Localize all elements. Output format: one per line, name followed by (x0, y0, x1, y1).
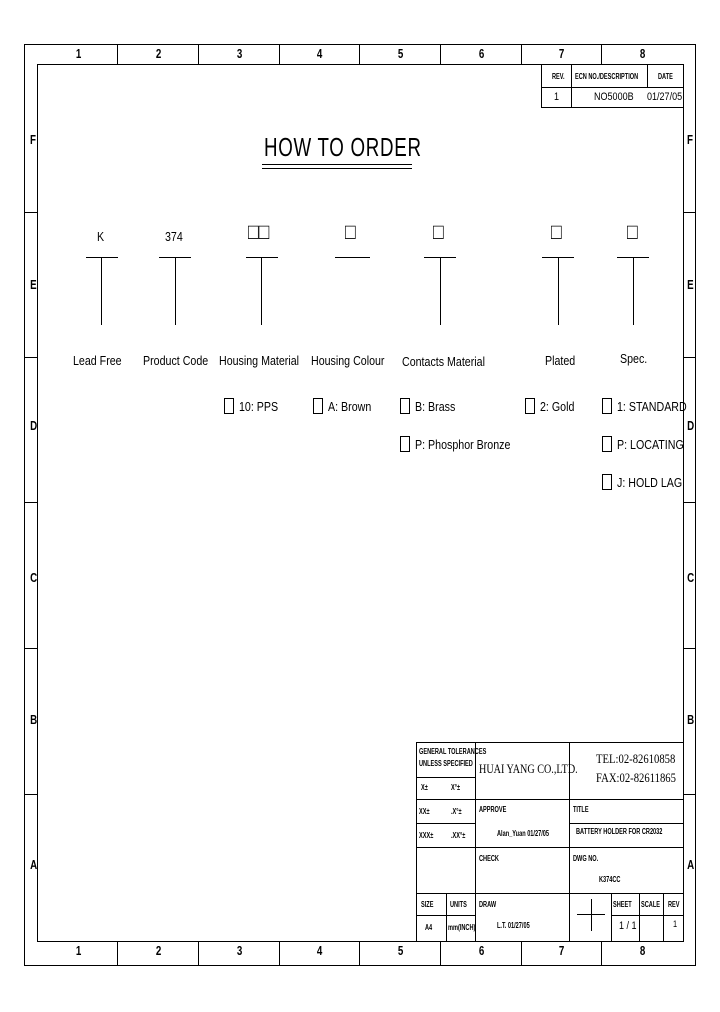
tol-x: X± (421, 783, 428, 792)
dwg-label: DWG NO. (573, 854, 599, 863)
date-value: 01/27/05 (647, 91, 683, 103)
row-label: F (686, 132, 693, 147)
option-spec-standard: 1: STANDARD (617, 399, 687, 414)
option-housing-material: 10: PPS (239, 399, 279, 414)
company-fax: FAX:02-82611865 (596, 770, 676, 785)
code-plated: □ (551, 219, 562, 244)
title-value: BATTERY HOLDER FOR CR2032 (576, 827, 663, 836)
company-tel: TEL:02-82610858 (596, 751, 676, 766)
company-name: HUAI YANG CO.,LTD. (479, 761, 578, 776)
check-label: CHECK (479, 854, 499, 863)
option-housing-colour: A: Brown (328, 399, 372, 414)
col-label: 6 (478, 46, 485, 61)
col-label: 3 (236, 46, 243, 61)
option-checkbox (602, 436, 612, 452)
col-label: 3 (236, 943, 243, 958)
tol-xx: XX± (419, 807, 430, 816)
label-lead-free: Lead Free (73, 353, 122, 368)
option-checkbox (400, 436, 410, 452)
size-label: SIZE (421, 900, 434, 909)
row-label: A (687, 857, 695, 872)
row-label: E (30, 277, 37, 292)
units-value: mm(INCH) (448, 923, 476, 932)
draw-value: L.T. 01/27/05 (497, 921, 530, 930)
title-label: TITLE (573, 805, 589, 814)
col-label: 2 (155, 943, 162, 958)
option-spec-hold-lag: J: HOLD LAG (617, 475, 683, 490)
col-label: 5 (397, 46, 404, 61)
option-contacts-bronze: P: Phosphor Bronze (415, 437, 511, 452)
label-spec: Spec. (620, 351, 648, 366)
rev-number: 1 (673, 919, 678, 929)
label-product-code: Product Code (143, 353, 209, 368)
page-title: HOW TO ORDER (264, 132, 422, 162)
row-label: D (687, 418, 695, 433)
col-label: 4 (316, 46, 323, 61)
sheet-label: SHEET (613, 900, 632, 909)
date-header: DATE (658, 72, 673, 81)
option-checkbox (602, 474, 612, 490)
row-label: D (30, 418, 38, 433)
description-header: ECN NO./DESCRIPTION (575, 72, 639, 81)
option-plated-gold: 2: Gold (540, 399, 575, 414)
option-checkbox (400, 398, 410, 414)
row-label: B (30, 712, 38, 727)
code-contacts-material: □ (433, 219, 444, 244)
label-housing-material: Housing Material (219, 353, 299, 368)
approve-label: APPROVE (479, 805, 507, 814)
col-label: 1 (75, 943, 82, 958)
option-checkbox (313, 398, 323, 414)
col-label: 7 (558, 943, 565, 958)
tol-x-deg: X°± (451, 783, 461, 792)
approve-value: Alan_Yuan 01/27/05 (497, 829, 549, 838)
rev-label: REV (668, 900, 680, 909)
label-housing-colour: Housing Colour (311, 353, 385, 368)
label-plated: Plated (545, 353, 576, 368)
row-label: C (687, 570, 695, 585)
draw-label: DRAW (479, 900, 497, 909)
tolerances-title: GENERAL TOLERANCES (419, 747, 487, 756)
col-label: 1 (75, 46, 82, 61)
col-label: 2 (155, 46, 162, 61)
col-label: 6 (478, 943, 485, 958)
sheet-value: 1 / 1 (619, 920, 637, 932)
tol-xxx: XXX± (419, 831, 434, 840)
title-block (416, 742, 684, 942)
code-housing-material: □□ (248, 219, 270, 244)
code-spec: □ (627, 219, 638, 244)
col-label: 5 (397, 943, 404, 958)
code-housing-colour: □ (345, 219, 356, 244)
option-contacts-brass: B: Brass (415, 399, 456, 414)
option-checkbox (602, 398, 612, 414)
row-label: B (687, 712, 695, 727)
option-checkbox (224, 398, 234, 414)
row-label: F (29, 132, 36, 147)
row-label: C (30, 570, 38, 585)
option-spec-locating: P: LOCATING (617, 437, 684, 452)
col-label: 8 (639, 46, 646, 61)
label-contacts-material: Contacts Material (402, 354, 485, 369)
col-label: 8 (639, 943, 646, 958)
size-value: A4 (425, 923, 433, 932)
col-label: 7 (558, 46, 565, 61)
option-checkbox (525, 398, 535, 414)
rev-value: 1 (554, 91, 560, 103)
row-label: E (687, 277, 694, 292)
revision-table (541, 64, 684, 108)
scale-label: SCALE (641, 900, 660, 909)
code-product: 374 (165, 229, 183, 244)
units-label: UNITS (450, 900, 467, 909)
row-label: A (30, 857, 38, 872)
description-value: NO5000B (594, 91, 634, 103)
rev-header: REV. (552, 72, 565, 81)
tolerances-subtitle: UNLESS SPECIFIED (419, 759, 473, 768)
tol-xxx-deg: .XX°± (451, 831, 466, 840)
code-lead-free: K (97, 229, 105, 244)
col-label: 4 (316, 943, 323, 958)
dwg-value: K374CC (599, 875, 621, 884)
tol-xx-deg: .X°± (451, 807, 462, 816)
